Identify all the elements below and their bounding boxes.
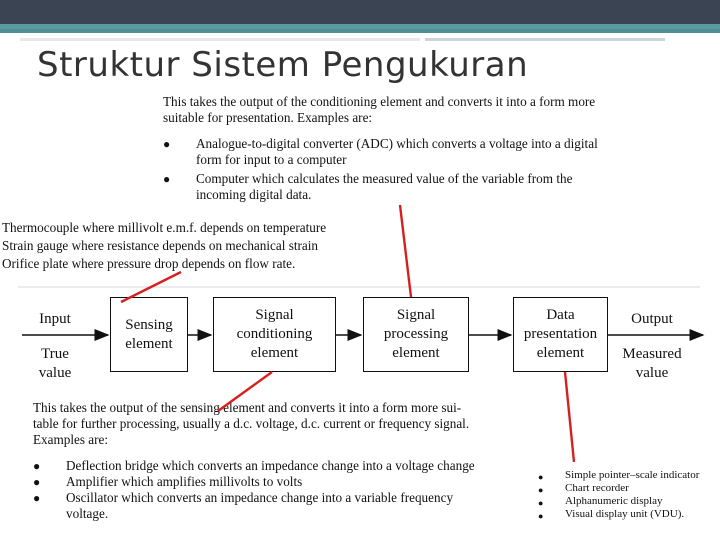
conditioning-line: Examples are: — [33, 432, 109, 447]
block-line: Signal — [255, 307, 294, 323]
bullet-icon: ● — [538, 498, 544, 508]
bullet-icon: ● — [163, 172, 171, 186]
conditioning-item-3-line2: voltage. — [66, 506, 109, 521]
block-line: element — [250, 345, 299, 361]
input-value-label: value — [38, 365, 72, 381]
block-line: Sensing — [125, 316, 173, 333]
pointer-line-sensing — [121, 272, 181, 302]
processing-item-2-line2: incoming digital data. — [196, 187, 312, 202]
block-line: processing — [383, 326, 449, 342]
bullet-icon: ● — [538, 511, 544, 521]
slide-title: Struktur Sistem Pengukuran — [37, 45, 529, 85]
block-line: element — [536, 345, 585, 361]
input-label: Input — [39, 311, 71, 327]
block-line: Data — [546, 307, 575, 323]
presentation-example: Chart recorder — [565, 482, 629, 494]
block-line: element — [392, 345, 440, 361]
bullet-icon: ● — [538, 472, 544, 482]
presentation-example: Visual display unit (VDU). — [565, 508, 685, 520]
sensing-example: Thermocouple where millivolt e.m.f. depends on temperature — [2, 220, 327, 235]
bullet-icon: ● — [163, 137, 171, 151]
presentation-example: Simple pointer–scale indicator — [565, 469, 700, 481]
conditioning-item-3-line1: Oscillator which converts an impedance change into a variable frequency — [66, 490, 454, 505]
processing-intro-line1: This takes the output of the conditioning element and converts it into a form more — [163, 94, 596, 109]
sensing-example: Orifice plate where pressure drop depends on flow rate. — [2, 256, 296, 271]
output-value-label: value — [635, 365, 669, 381]
block-line: presentation — [523, 326, 598, 342]
block-line: conditioning — [236, 326, 313, 342]
bullet-icon: ● — [33, 491, 41, 505]
processing-intro-line2: suitable for presentation. Examples are: — [163, 110, 373, 125]
pointer-line-presentation — [565, 372, 574, 462]
processing-item-1-line2: form for input to a computer — [196, 152, 347, 167]
bullet-icon: ● — [538, 485, 544, 495]
conditioning-line: table for further processing, usually a d.c. voltage, d.c. current or frequency signal. — [33, 416, 470, 431]
bullet-icon: ● — [33, 475, 41, 489]
bullet-icon: ● — [33, 459, 41, 473]
conditioning-item-1: Deflection bridge which converts an impedance change into a voltage change — [66, 458, 475, 473]
pointer-line-processing — [400, 205, 411, 297]
output-label: Output — [631, 311, 673, 327]
block-line: Signal — [396, 307, 436, 323]
processing-item-2-line1: Computer which calculates the measured value of the variable from the — [196, 171, 573, 186]
output-measured-label: Measured — [622, 346, 682, 362]
conditioning-line: This takes the output of the sensing element and converts it into a form more sui- — [33, 400, 462, 415]
presentation-example: Alphanumeric display — [565, 495, 663, 507]
conditioning-item-2: Amplifier which amplifies millivolts to volts — [66, 474, 303, 489]
block-line: element — [125, 335, 173, 352]
processing-item-1-line1: Analogue-to-digital converter (ADC) which converts a voltage into a digital — [196, 136, 598, 151]
pointer-line-conditioning — [218, 372, 272, 411]
input-true-label: True — [41, 346, 69, 362]
sensing-example: Strain gauge where resistance depends on mechanical strain — [2, 238, 319, 253]
